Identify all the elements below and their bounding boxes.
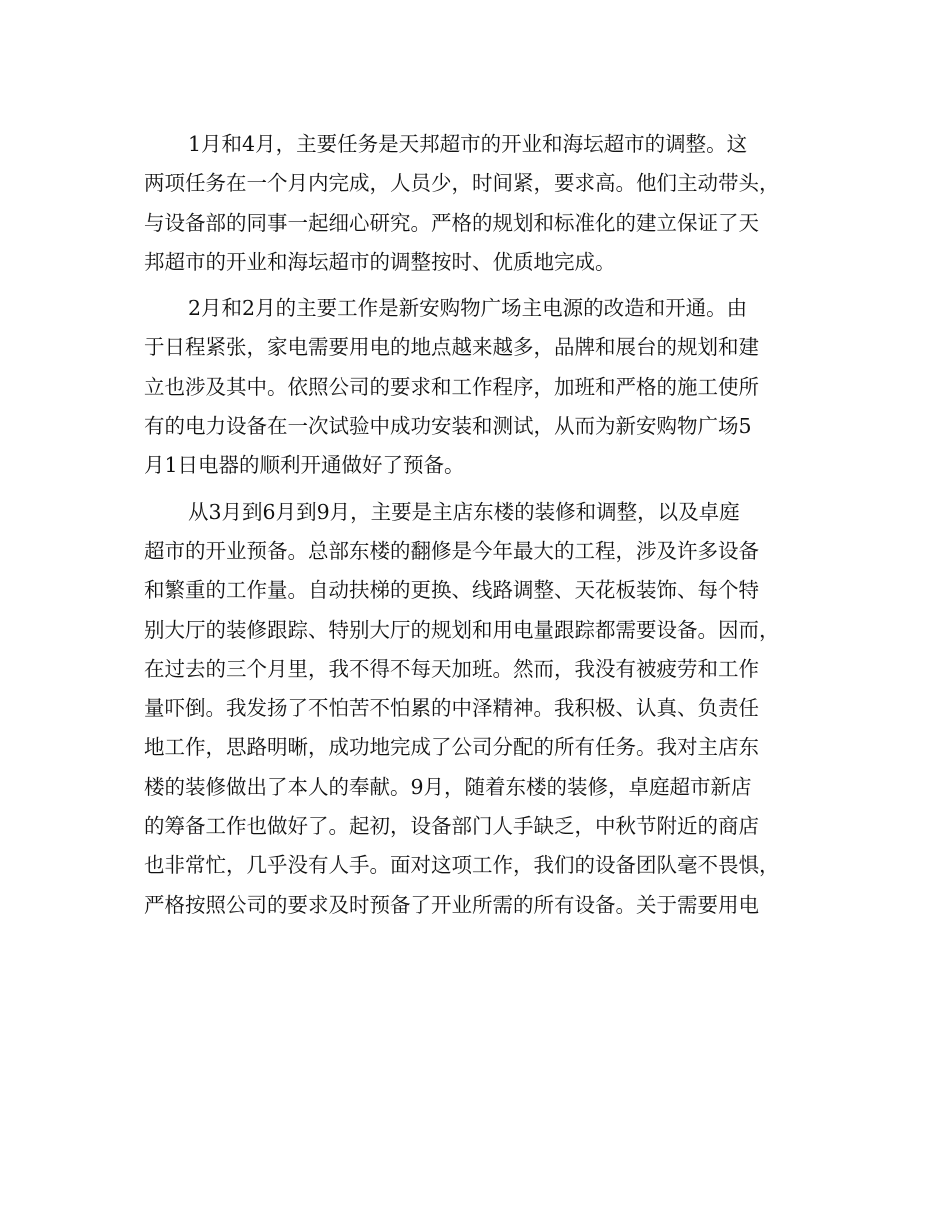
paragraph-line: 两项任务在一个月内完成，人员少，时间紧，要求高。他们主动带头， <box>144 171 780 196</box>
paragraph-line: 1月和4月，主要任务是天邦超市的开业和海坛超市的调整。这 <box>188 132 748 156</box>
paragraph-line: 有的电力设备在一次试验中成功安装和测试，从而为新安购物广场5 <box>144 414 752 439</box>
paragraph-line: 的筹备工作也做好了。起初，设备部门人手缺乏，中秋节附近的商店 <box>144 814 759 839</box>
paragraph-2 <box>144 289 814 485</box>
paragraph-line: 于日程紧张，家电需要用电的地点越来越多，品牌和展台的规划和建 <box>144 335 759 360</box>
paragraph-line: 别大厅的装修跟踪、特别大厅的规划和用电量跟踪都需要设备。因而， <box>144 617 780 642</box>
paragraph-1 <box>144 125 814 282</box>
paragraph-line: 从3月到6月到9月，主要是主店东楼的装修和调整，以及卓庭 <box>188 499 740 524</box>
paragraph-line: 邦超市的开业和海坛超市的调整按时、优质地完成。 <box>144 249 616 274</box>
paragraph-line: 立也涉及其中。依照公司的要求和工作程序，加班和严格的施工使所 <box>144 374 759 399</box>
paragraph-line: 楼的装修做出了本人的奉献。9月，随着东楼的装修，卓庭超市新店 <box>144 774 752 799</box>
paragraph-line: 地工作，思路明晰，成功地完成了公司分配的所有任务。我对主店东 <box>144 735 759 760</box>
paragraph-3 <box>144 493 814 925</box>
paragraph-line: 在过去的三个月里，我不得不每天加班。然而，我没有被疲劳和工作 <box>144 656 759 681</box>
paragraph-line: 2月和2月的主要工作是新安购物广场主电源的改造和开通。由 <box>188 296 748 321</box>
paragraph-line: 也非常忙，几乎没有人手。面对这项工作，我们的设备团队毫不畏惧， <box>144 853 780 878</box>
paragraph-line: 月1日电器的顺利开通做好了预备。 <box>144 453 465 478</box>
paragraph-line: 严格按照公司的要求及时预备了开业所需的所有设备。关于需要用电 <box>144 892 759 917</box>
document-body <box>144 125 814 925</box>
paragraph-line: 与设备部的同事一起细心研究。严格的规划和标准化的建立保证了天 <box>144 210 759 235</box>
paragraph-line: 超市的开业预备。总部东楼的翻修是今年最大的工程，涉及许多设备 <box>144 538 759 563</box>
paragraph-line: 量吓倒。我发扬了不怕苦不怕累的中泽精神。我积极、认真、负责任 <box>144 696 759 721</box>
paragraph-line: 和繁重的工作量。自动扶梯的更换、线路调整、天花板装饰、每个特 <box>144 578 759 603</box>
